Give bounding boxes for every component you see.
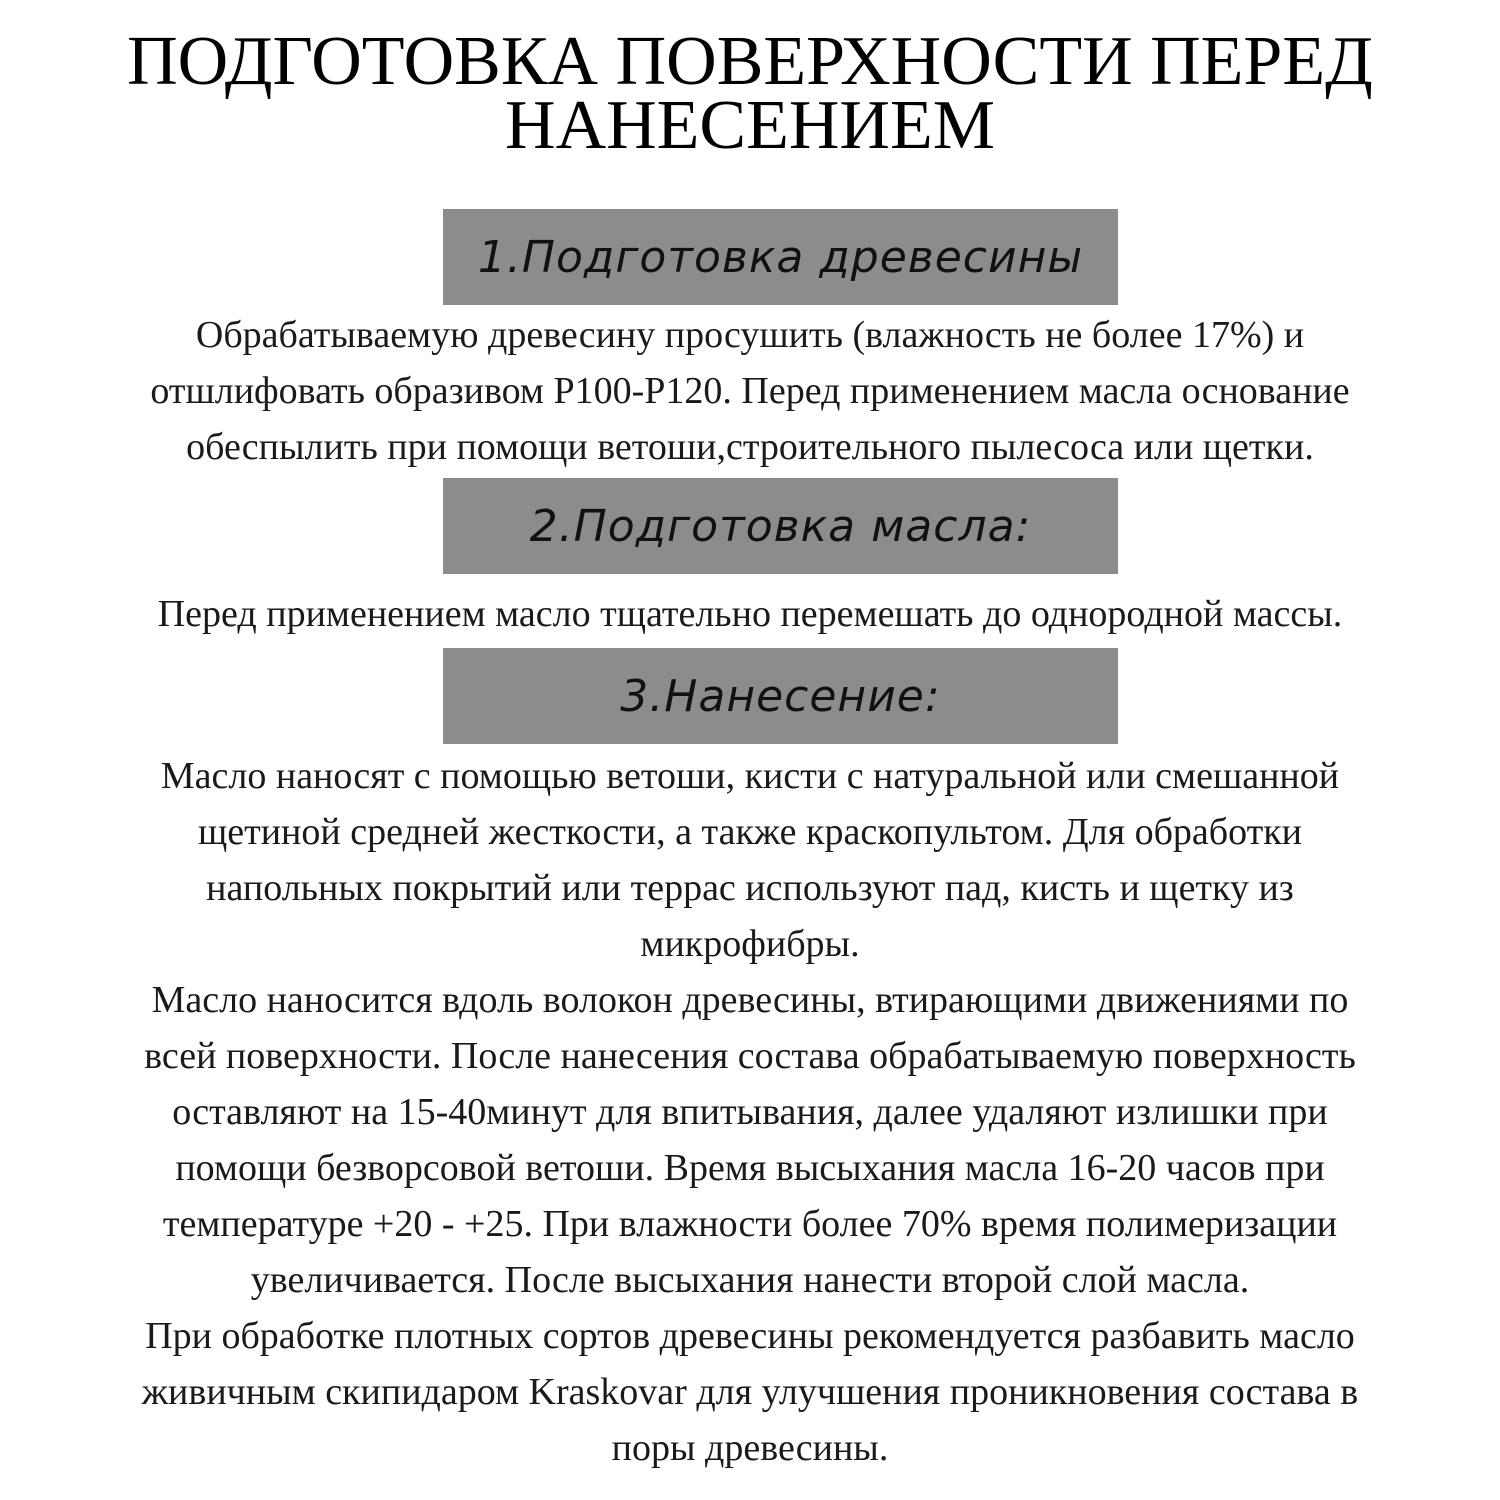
text-line: щетиной средней жесткости, а также краскопультом. Для обработки bbox=[197, 811, 1303, 853]
section-text-wood-preparation bbox=[0, 307, 1500, 475]
page-title-line: НАНЕСЕНИЕМ bbox=[505, 87, 995, 164]
text-line: температуре +20 - +25. При влажности более 70% время полимеризации bbox=[162, 1203, 1338, 1245]
text-line: поры древесины. bbox=[611, 1427, 889, 1469]
section-heading-label: 2.Подготовка масла: bbox=[529, 500, 1032, 552]
text-line: микрофибры. bbox=[640, 923, 860, 965]
text-line: напольных покрытий или террас используют пад, кисть и щетку из bbox=[206, 867, 1294, 909]
section-text-oil-preparation bbox=[0, 586, 1500, 642]
section-heading-label: 3.Нанесение: bbox=[620, 670, 941, 722]
section-heading-application bbox=[443, 648, 1118, 744]
text-line: оставляют на 15-40минут для впитывания, далее удаляют излишки при bbox=[172, 1091, 1328, 1133]
text-line: Перед применением масло тщательно перемешать до однородной массы. bbox=[157, 593, 1343, 635]
text-line: отшлифовать образивом Р100-Р120. Перед применением масла основание bbox=[150, 370, 1350, 412]
section-heading-oil-preparation bbox=[443, 478, 1118, 574]
text-line: При обработке плотных сортов древесины рекомендуется разбавить масло bbox=[145, 1315, 1355, 1357]
text-line: живичным скипидаром Kraskovar для улучшения проникновения состава в bbox=[141, 1371, 1359, 1413]
text-line: Обрабатываемую древесину просушить (влажность не более 17%) и bbox=[195, 314, 1305, 356]
text-line: помощи безворсовой ветоши. Время высыхания масла 16-20 часов при bbox=[175, 1147, 1325, 1189]
text-line: всей поверхности. После нанесения состава обрабатываемую поверхность bbox=[144, 1035, 1356, 1077]
page-title-line: ПОДГОТОВКА ПОВЕРХНОСТИ ПЕРЕД bbox=[127, 23, 1373, 100]
section-heading-label: 1.Подготовка древесины bbox=[477, 231, 1084, 283]
section-text-application bbox=[0, 748, 1500, 1476]
text-line: увеличивается. После высыхания нанести второй слой масла. bbox=[250, 1259, 1250, 1301]
section-heading-wood-preparation bbox=[443, 209, 1118, 305]
text-line: обеспылить при помощи ветоши,строительного пылесоса или щетки. bbox=[186, 426, 1314, 468]
page-title bbox=[0, 23, 1500, 164]
text-line: Масло наносят с помощью ветоши, кисти с натуральной или смешанной bbox=[160, 755, 1340, 797]
text-line: Масло наносится вдоль волокон древесины, втирающими движениями по bbox=[151, 979, 1349, 1021]
